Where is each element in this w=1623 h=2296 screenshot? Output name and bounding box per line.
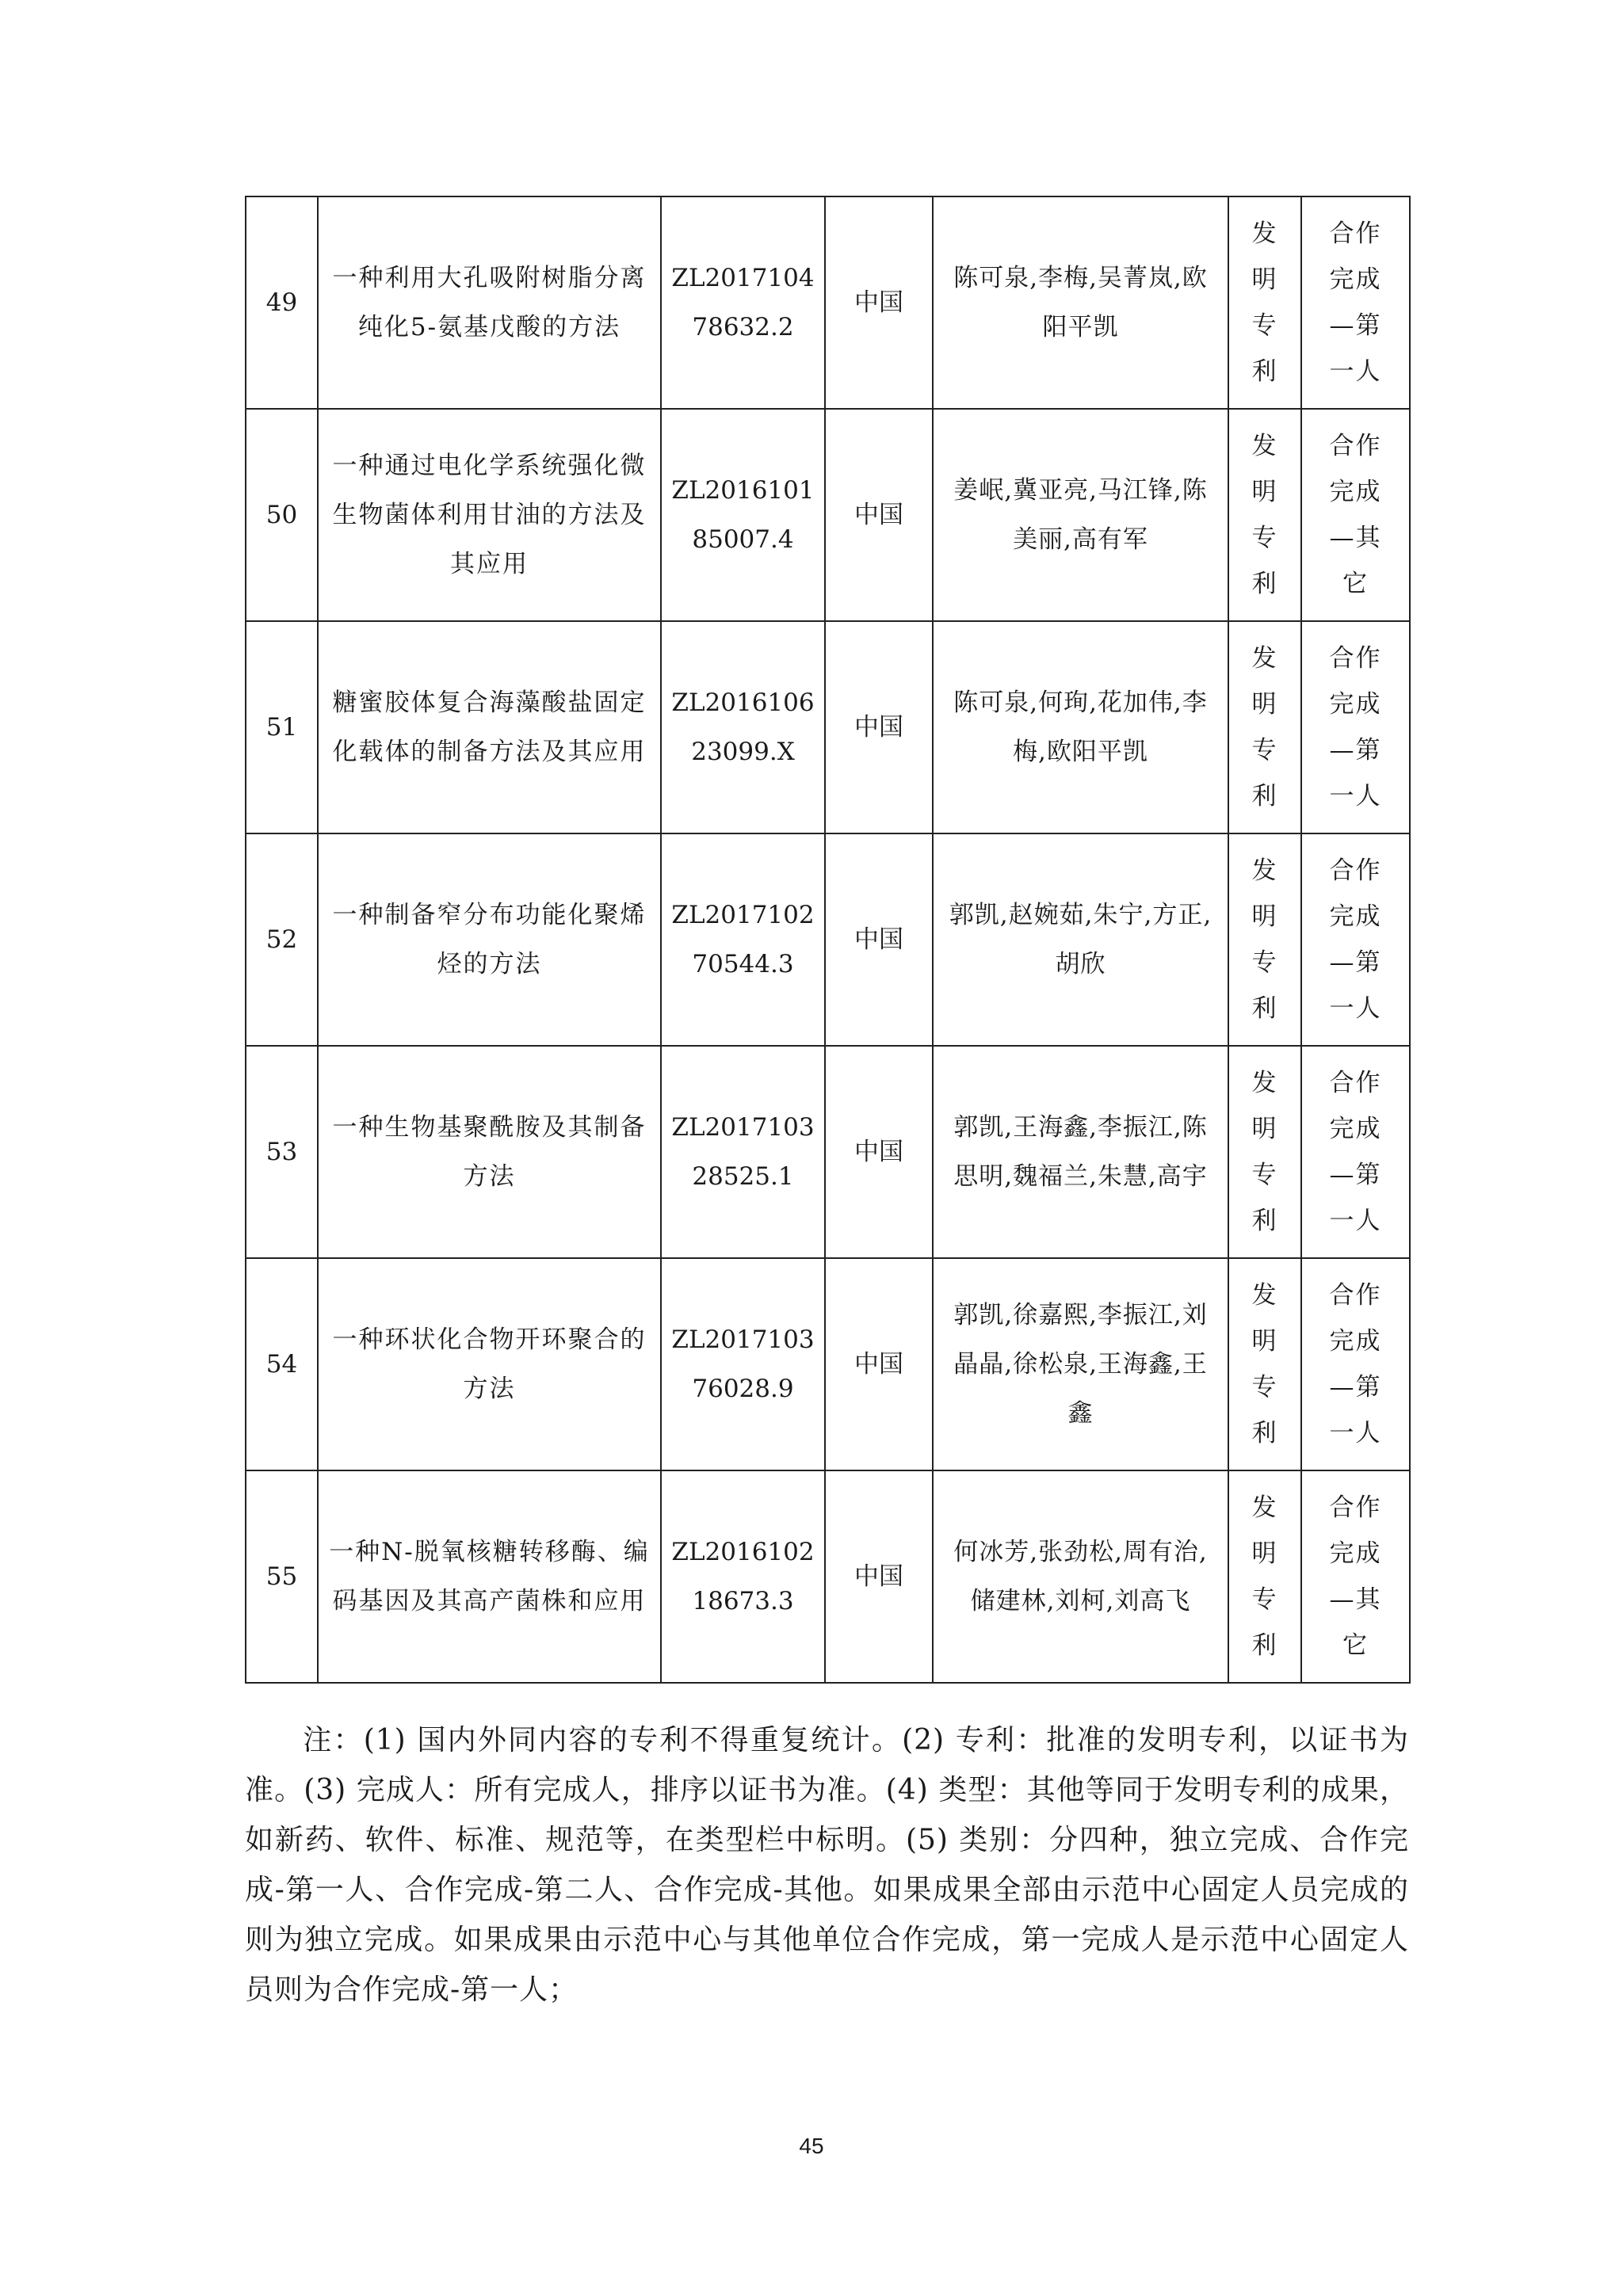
row-number-cell: 53 (246, 1046, 318, 1258)
patent-type-cell: 发明专利 (1228, 833, 1301, 1046)
country-cell: 中国 (825, 196, 933, 409)
patent-type-cell: 发明专利 (1228, 621, 1301, 833)
footnote-text: 注：(1) 国内外同内容的专利不得重复统计。(2) 专利：批准的发明专利，以证书为准。(3) 完成人：所有完成人，排序以证书为准。(4) 类型：其他等同于发明专利的成果，如新药、软件、标准、规范等，在类型栏中标明。(5) 类别：分四种，独立完成、合作完成-第一人、合作完成-第二人、合作完成-其他。如果成果全部由示范中心固定人员完成的则为独立完成。如果成果由示范中心与其他单位合作完成，第一完成人是示范中心固定人员则为合作完成-第一人； (245, 1724, 1409, 2006)
patent-name-cell: 一种N-脱氧核糖转移酶、编码基因及其高产菌株和应用 (318, 1470, 661, 1683)
patent-category-cell: 合作完成—第一人 (1301, 1258, 1410, 1470)
patent-table (245, 196, 1411, 1684)
patent-name-cell: 一种环状化合物开环聚合的方法 (318, 1258, 661, 1470)
footnote (245, 1715, 1409, 2015)
table-row (246, 621, 1410, 833)
row-number-cell: 52 (246, 833, 318, 1046)
patent-table-body (246, 196, 1410, 1683)
patent-number-cell: ZL201610185007.4 (661, 409, 825, 621)
patent-number-cell: ZL201610623099.X (661, 621, 825, 833)
inventors-cell: 陈可泉,李梅,吴菁岚,欧阳平凯 (933, 196, 1228, 409)
country-cell: 中国 (825, 1470, 933, 1683)
inventors-cell: 姜岷,冀亚亮,马江锋,陈美丽,高有军 (933, 409, 1228, 621)
patent-category-cell: 合作完成—第一人 (1301, 833, 1410, 1046)
table-row (246, 1470, 1410, 1683)
patent-name-cell: 一种制备窄分布功能化聚烯烃的方法 (318, 833, 661, 1046)
country-cell: 中国 (825, 1046, 933, 1258)
patent-type-cell: 发明专利 (1228, 1046, 1301, 1258)
patent-number-cell: ZL201610218673.3 (661, 1470, 825, 1683)
patent-number-cell: ZL201710270544.3 (661, 833, 825, 1046)
inventors-cell: 陈可泉,何珣,花加伟,李梅,欧阳平凯 (933, 621, 1228, 833)
patent-name-cell: 一种生物基聚酰胺及其制备方法 (318, 1046, 661, 1258)
patent-category-cell: 合作完成—其它 (1301, 1470, 1410, 1683)
inventors-cell: 郭凯,王海鑫,李振江,陈思明,魏福兰,朱慧,高宇 (933, 1046, 1228, 1258)
table-row (246, 409, 1410, 621)
patent-name-cell: 一种通过电化学系统强化微生物菌体利用甘油的方法及其应用 (318, 409, 661, 621)
row-number-cell: 49 (246, 196, 318, 409)
page-number: 45 (799, 2134, 824, 2158)
patent-category-cell: 合作完成—其它 (1301, 409, 1410, 621)
patent-number-cell: ZL201710478632.2 (661, 196, 825, 409)
row-number-cell: 55 (246, 1470, 318, 1683)
patent-type-cell: 发明专利 (1228, 1470, 1301, 1683)
row-number-cell: 54 (246, 1258, 318, 1470)
country-cell: 中国 (825, 409, 933, 621)
patent-category-cell: 合作完成—第一人 (1301, 621, 1410, 833)
table-row (246, 196, 1410, 409)
country-cell: 中国 (825, 1258, 933, 1470)
patent-name-cell: 一种利用大孔吸附树脂分离纯化5-氨基戊酸的方法 (318, 196, 661, 409)
inventors-cell: 何冰芳,张劲松,周有治,储建林,刘柯,刘高飞 (933, 1470, 1228, 1683)
table-row (246, 1258, 1410, 1470)
patent-number-cell: ZL201710328525.1 (661, 1046, 825, 1258)
country-cell: 中国 (825, 621, 933, 833)
patent-number-cell: ZL201710376028.9 (661, 1258, 825, 1470)
row-number-cell: 50 (246, 409, 318, 621)
patent-type-cell: 发明专利 (1228, 196, 1301, 409)
patent-type-cell: 发明专利 (1228, 1258, 1301, 1470)
table-row (246, 1046, 1410, 1258)
row-number-cell: 51 (246, 621, 318, 833)
patent-type-cell: 发明专利 (1228, 409, 1301, 621)
patent-category-cell: 合作完成—第一人 (1301, 196, 1410, 409)
patent-category-cell: 合作完成—第一人 (1301, 1046, 1410, 1258)
country-cell: 中国 (825, 833, 933, 1046)
table-row (246, 833, 1410, 1046)
patent-name-cell: 糖蜜胶体复合海藻酸盐固定化载体的制备方法及其应用 (318, 621, 661, 833)
inventors-cell: 郭凯,徐嘉熙,李振江,刘晶晶,徐松泉,王海鑫,王鑫 (933, 1258, 1228, 1470)
inventors-cell: 郭凯,赵婉茹,朱宁,方正,胡欣 (933, 833, 1228, 1046)
